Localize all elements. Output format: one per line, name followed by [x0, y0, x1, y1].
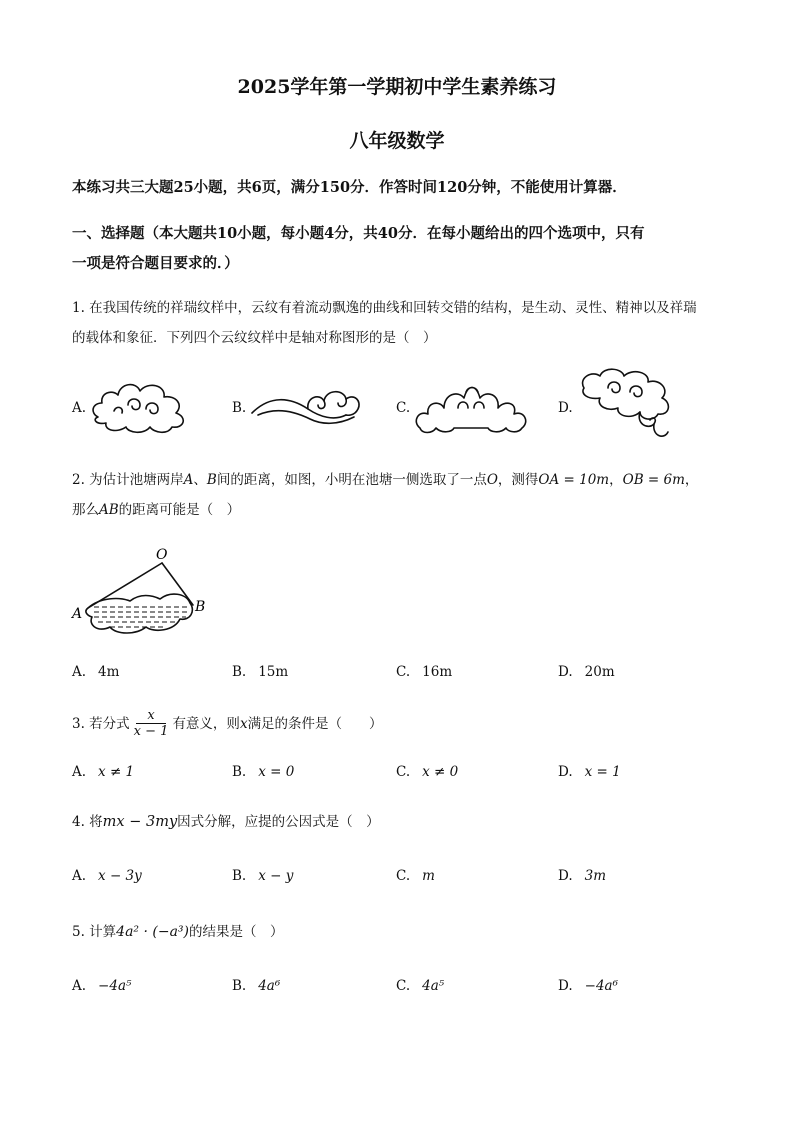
- q1-option-c-label[interactable]: C.: [396, 400, 411, 416]
- q2-stem-line2: 那么AB的距离可能是（ ）: [72, 502, 241, 518]
- pond-figure: [70, 545, 215, 640]
- q2-option-c[interactable]: C. 16m: [396, 664, 453, 680]
- q5-option-c[interactable]: C. 4a⁵: [396, 978, 445, 994]
- q4-option-a[interactable]: A. x − 3y: [72, 868, 142, 884]
- q4-option-d[interactable]: D. 3m: [558, 868, 607, 884]
- q2-option-b[interactable]: B. 15m: [232, 664, 289, 680]
- cloud-pattern-c-icon: [414, 378, 529, 436]
- q3-option-c[interactable]: C. x ≠ 0: [396, 764, 459, 780]
- q1-option-a-label[interactable]: A.: [72, 400, 87, 416]
- q1-stem-line2: 的载体和象征．下列四个云纹纹样中是轴对称图形的是（ ）: [72, 330, 437, 346]
- q2-stem-line1: 2. 为估计池塘两岸A、B间的距离，如图，小明在池塘一侧选取了一点O，测得OA = 10m，OB = 6m，: [72, 472, 699, 488]
- exam-instructions: 本练习共三大题25小题，共6页，满分150分．作答时间120分钟，不能使用计算器．: [72, 179, 627, 196]
- q4-option-b[interactable]: B. x − y: [232, 868, 294, 884]
- q5-option-a[interactable]: A. −4a⁵: [72, 978, 132, 994]
- cloud-pattern-d-icon: [578, 366, 688, 446]
- q5-option-b[interactable]: B. 4a⁶: [232, 978, 281, 994]
- cloud-pattern-a-icon: [88, 375, 198, 435]
- q3-option-b[interactable]: B. x = 0: [232, 764, 295, 780]
- q1-option-b-label[interactable]: B.: [232, 400, 247, 416]
- fraction: x x − 1: [133, 708, 169, 739]
- q4-option-c[interactable]: C. m: [396, 868, 435, 884]
- cloud-pattern-b-icon: [250, 385, 365, 430]
- q3-stem: 3. 若分式 x x − 1 有意义，则 x 满足的条件是（ ）: [72, 708, 383, 739]
- section-heading-line1: 一、选择题（本大题共10小题，每小题4分，共40分．在每小题给出的四个选项中，只有: [72, 225, 645, 242]
- q2-option-d[interactable]: D. 20m: [558, 664, 615, 680]
- point-b-label: B: [195, 599, 206, 615]
- point-a-label: A: [72, 606, 83, 622]
- q5-stem: 5. 计算4a² · (−a³)的结果是（ ）: [72, 924, 284, 940]
- q3-option-d[interactable]: D. x = 1: [558, 764, 621, 780]
- q5-option-d[interactable]: D. −4a⁶: [558, 978, 619, 994]
- page-subtitle: 八年级数学: [349, 130, 445, 152]
- point-o-label: O: [156, 547, 168, 563]
- section-heading-line2: 一项是符合题目要求的．）: [72, 255, 239, 272]
- q1-option-d-label[interactable]: D.: [558, 400, 573, 416]
- q3-option-a[interactable]: A. x ≠ 1: [72, 764, 135, 780]
- q4-stem: 4. 将mx − 3my因式分解，应提的公因式是（ ）: [72, 814, 380, 830]
- q2-option-a[interactable]: A. 4m: [72, 664, 120, 680]
- page-title: 2025学年第一学期初中学生素养练习: [237, 76, 557, 98]
- q1-stem-line1: 1. 在我国传统的祥瑞纹样中，云纹有着流动飘逸的曲线和回转交错的结构，是生动、灵性、精神以及祥瑞: [72, 300, 697, 316]
